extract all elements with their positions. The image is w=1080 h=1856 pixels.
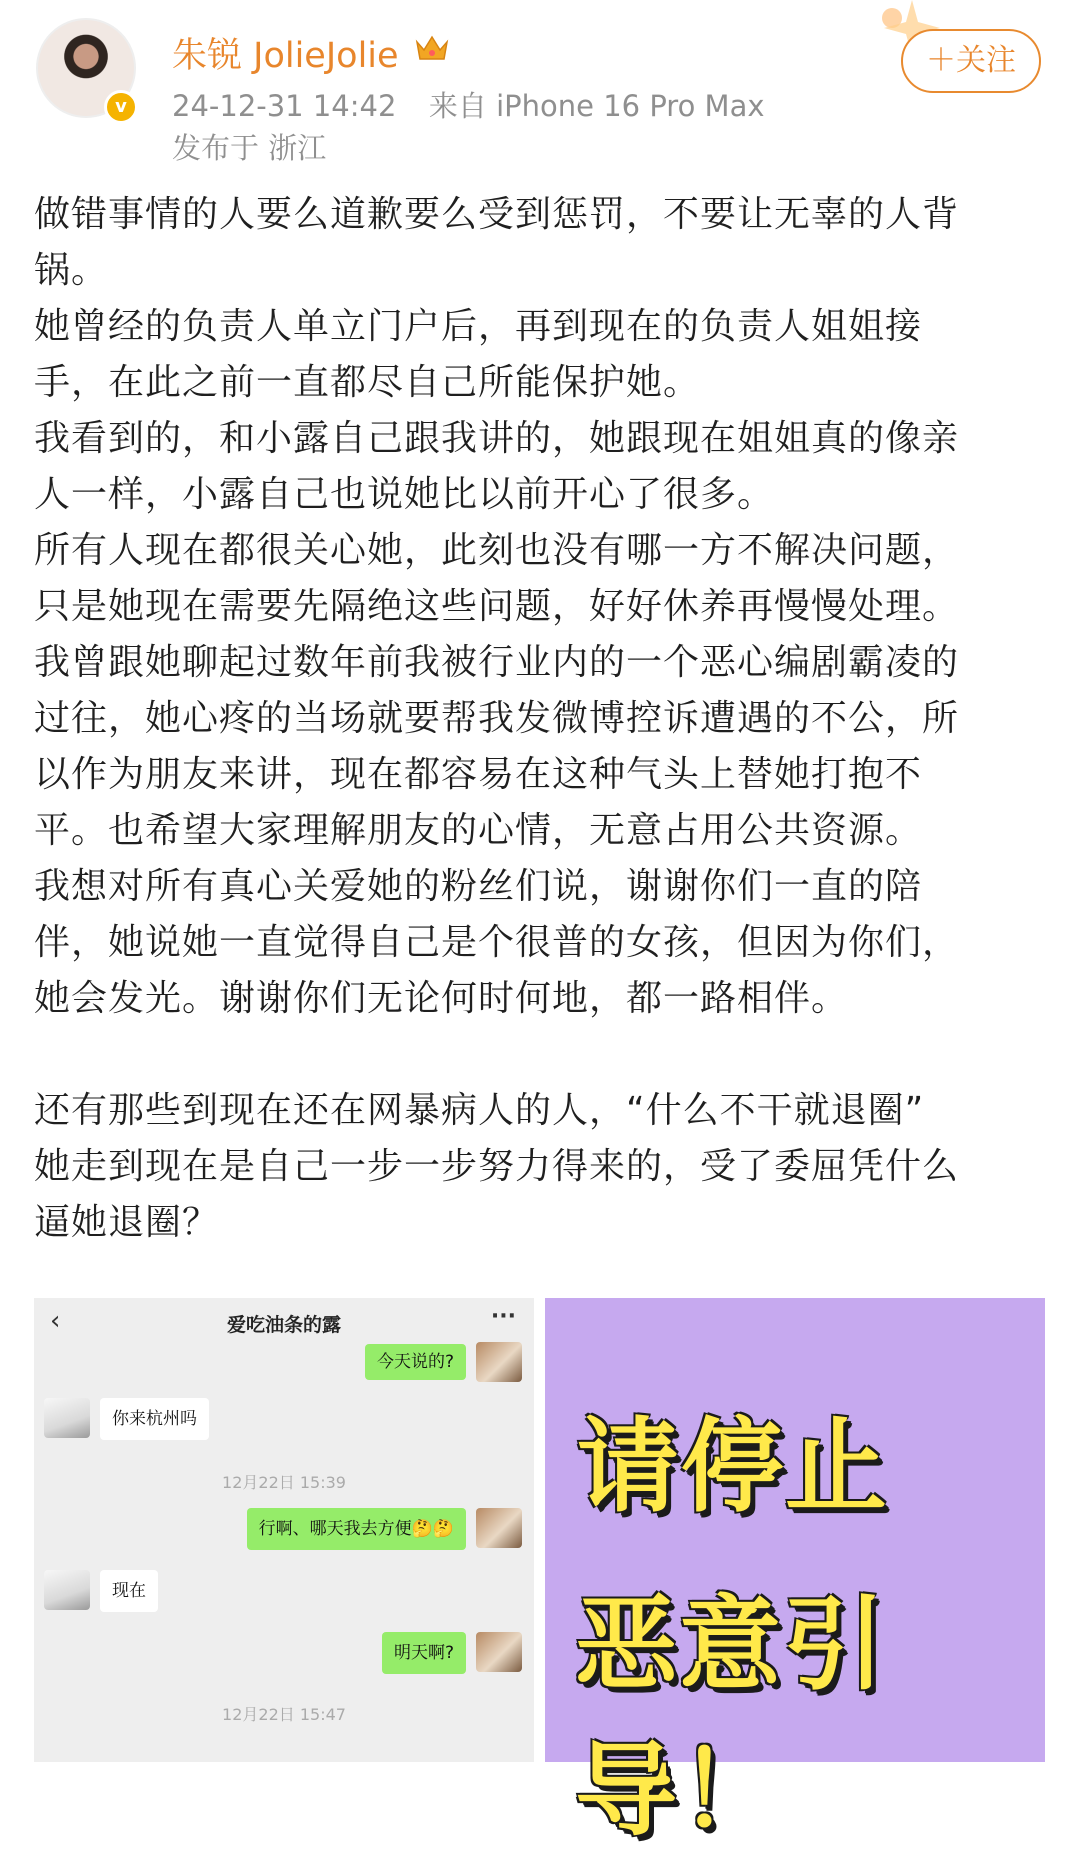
poster-line-1: 请停止	[577, 1408, 889, 1527]
post-line: 平。也希望大家理解朋友的心情，无意占用公共资源。	[34, 810, 923, 851]
post-line: 只是她现在需要先隔绝这些问题，好好休养再慢慢处理。	[34, 586, 960, 627]
post-line: 我曾跟她聊起过数年前我被行业内的一个恶心编剧霸凌的	[34, 642, 960, 683]
post-line: 人一样，小露自己也说她比以前开心了很多。	[34, 474, 775, 515]
chat-message: 你来杭州吗	[100, 1398, 209, 1440]
post-line: 所有人现在都很关心她，此刻也没有哪一方不解决问题，	[34, 530, 960, 571]
chat-avatar	[44, 1398, 90, 1438]
chat-avatar	[476, 1342, 522, 1382]
post-line: 逼她退圈？	[34, 1202, 220, 1243]
chat-message: 明天啊?	[382, 1632, 466, 1674]
post-line: 我看到的，和小露自己跟我讲的，她跟现在姐姐真的像亲	[34, 418, 960, 459]
post-line: 做错事情的人要么道歉要么受到惩罚，不要让无辜的人背	[34, 194, 960, 235]
back-arrow-icon: ‹	[50, 1306, 61, 1336]
post-header	[0, 0, 1080, 175]
chat-message: 行啊、哪天我去方便🤔🤔	[247, 1508, 466, 1550]
chat-avatar	[44, 1570, 90, 1610]
post-line: 她走到现在是自己一步一步努力得来的，受了委屈凭什么	[34, 1146, 960, 1187]
follow-button[interactable]: ＋关注	[901, 29, 1041, 93]
crown-icon	[414, 32, 450, 64]
post-body	[34, 187, 1049, 1251]
post-line: 过往，她心疼的当场就要帮我发微博控诉遭遇的不公，所	[34, 698, 960, 739]
chat-timestamp: 12月22日 15:47	[222, 1705, 346, 1724]
chat-timestamp: 12月22日 15:39	[222, 1473, 346, 1492]
post-line: 她曾经的负责人单立门户后，再到现在的负责人姐姐接	[34, 306, 923, 347]
chat-screenshot-image[interactable]	[34, 1298, 534, 1762]
v-badge-icon: v	[104, 90, 138, 124]
post-line: 锅。	[34, 250, 109, 291]
post-meta	[172, 84, 765, 125]
chat-avatar	[476, 1632, 522, 1672]
poster-line-2: 恶意引导！	[575, 1586, 887, 1851]
post-line: 以作为朋友来讲，现在都容易在这种气头上替她打抱不	[34, 754, 923, 795]
source-device: 来自 iPhone 16 Pro Max	[428, 89, 765, 123]
chat-title: 爱吃油条的露	[226, 1314, 341, 1336]
post-line: 她会发光。谢谢你们无论何时何地，都一路相伴。	[34, 978, 849, 1019]
chat-avatar	[476, 1508, 522, 1548]
paragraph-gap	[34, 1027, 1049, 1083]
post-line: 我想对所有真心关爱她的粉丝们说，谢谢你们一直的陪	[34, 866, 923, 907]
post-location: 发布于 浙江	[172, 131, 327, 165]
poster-image[interactable]	[545, 1298, 1045, 1851]
timestamp: 24-12-31 14:42	[172, 89, 397, 123]
username[interactable]: 朱锐 JolieJolie	[172, 36, 399, 76]
post-line: 手，在此之前一直都尽自己所能保护她。	[34, 362, 701, 403]
chat-message: 今天说的?	[365, 1344, 466, 1380]
more-dots-icon: ···	[490, 1304, 516, 1329]
post-line: 伴，她说她一直觉得自己是个很普的女孩，但因为你们，	[34, 922, 960, 963]
chat-message: 现在	[100, 1570, 158, 1612]
post-line: 还有那些到现在还在网暴病人的人，“什么不干就退圈”	[34, 1090, 925, 1131]
